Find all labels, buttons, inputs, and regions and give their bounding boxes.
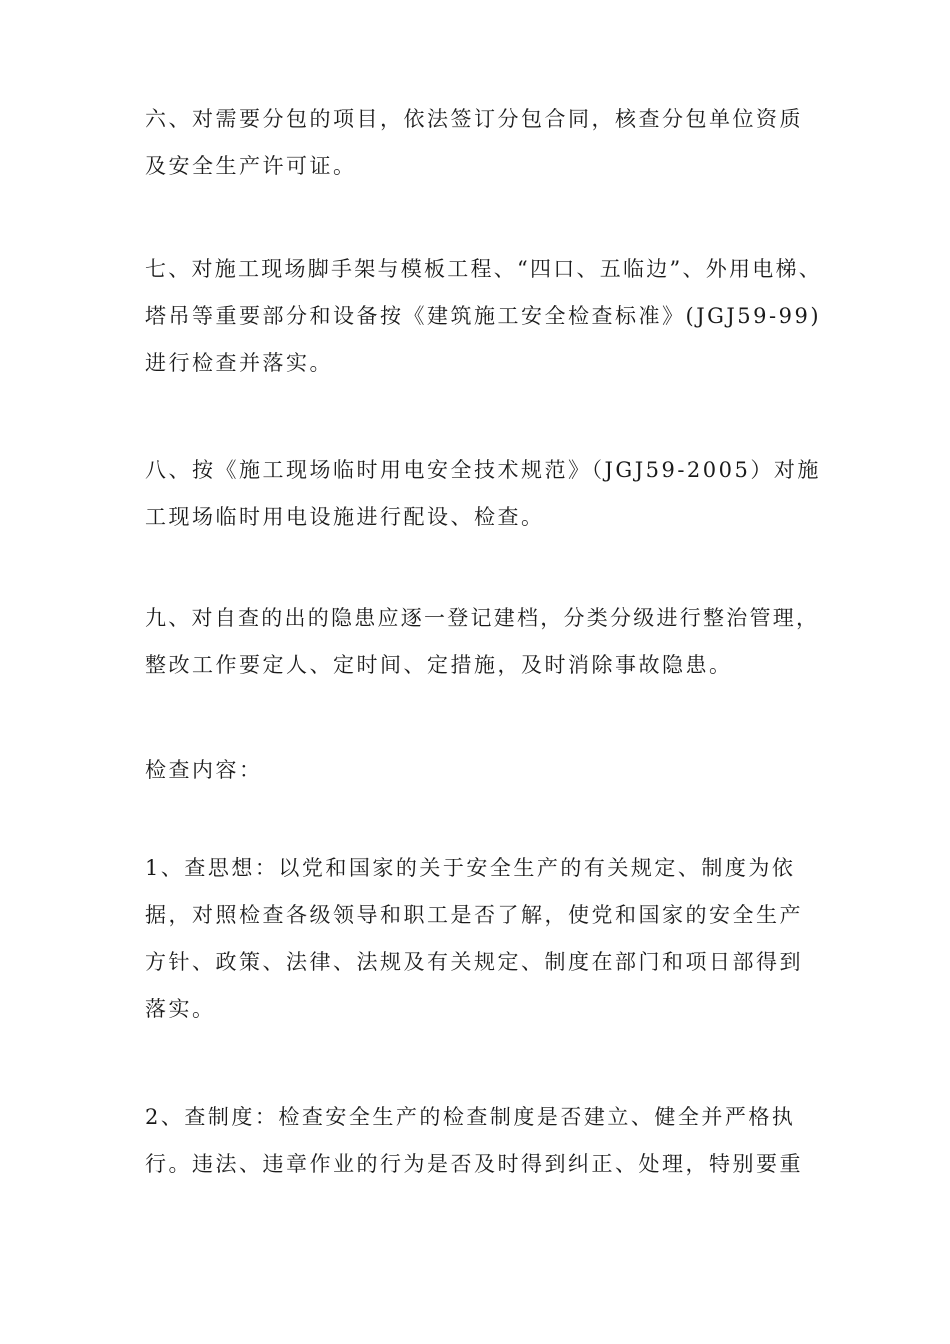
- paragraph-line: 落实。: [145, 997, 216, 1021]
- paragraph-item-6: [145, 96, 825, 190]
- paragraph-line: 九、对自查的出的隐患应逐一登记建档，分类分级进行整治管理，: [145, 606, 820, 630]
- paragraph-line: 方针、政策、法律、法规及有关规定、制度在部门和项日部得到: [145, 950, 803, 974]
- paragraph-line: 八、按《施工现场临时用电安全技术规范》（JGJ59-2005）对施: [145, 458, 821, 482]
- paragraph-line: 进行检查并落实。: [145, 351, 333, 375]
- paragraph-line: 行。违法、违章作业的行为是否及时得到纠正、处理，特别要重: [145, 1152, 803, 1176]
- paragraph-line: 工现场临时用电设施进行配设、检查。: [145, 505, 545, 529]
- paragraph-item-8: [145, 447, 825, 541]
- paragraph-line: 及安全生产许可证。: [145, 154, 357, 178]
- paragraph-line: 1、查思想：以党和国家的关于安全生产的有关规定、制度为依: [145, 856, 796, 880]
- paragraph-line: 六、对需要分包的项目，依法签订分包合同，核查分包单位资质: [145, 107, 803, 131]
- section-heading-inspection-content: [145, 747, 825, 794]
- paragraph-item-check-thought: [145, 845, 825, 1033]
- paragraph-item-9: [145, 595, 825, 689]
- paragraph-line: 整改工作要定人、定时间、定措施，及时消除事故隐患。: [145, 653, 733, 677]
- paragraph-line: 2、查制度：检查安全生产的检查制度是否建立、健全并严格执: [145, 1105, 796, 1129]
- paragraph-line: 七、对施工现场脚手架与模板工程、“四口、五临边”、外用电梯、: [145, 257, 822, 281]
- paragraph-item-7: [145, 246, 825, 387]
- heading-line: 检查内容：: [145, 758, 263, 782]
- paragraph-line: 塔吊等重要部分和设备按《建筑施工安全检查标准》(JGJ59-99): [145, 304, 822, 328]
- paragraph-item-check-system: [145, 1094, 825, 1188]
- paragraph-line: 据，对照检查各级领导和职工是否了解，使党和国家的安全生产: [145, 903, 803, 927]
